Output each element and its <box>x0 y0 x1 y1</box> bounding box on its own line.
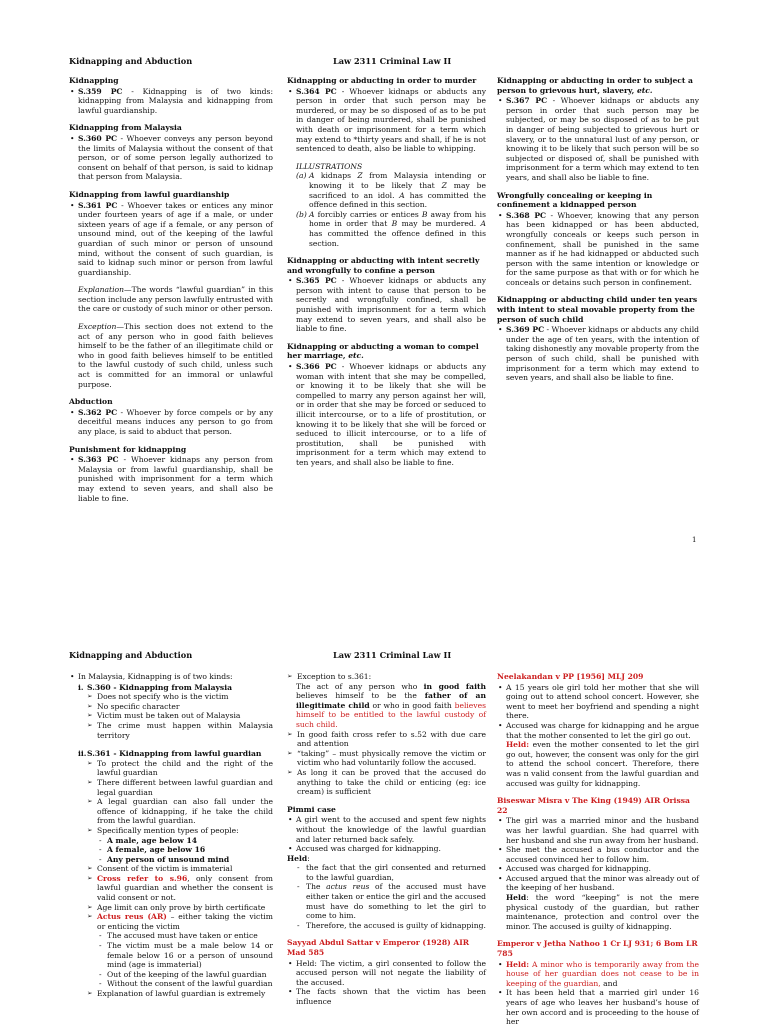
section-number: S.363 PC <box>78 455 119 465</box>
actus-reus-italic: actus reus <box>326 882 370 892</box>
ill-text: A <box>480 219 486 229</box>
arrow-point: ➢ As long it can be proved that the accused do anything to take the child or enticing (eg: ice cream) is sufficient <box>287 768 486 797</box>
case-fact: • Held: The victim, a girl consented to follow the accused person will not negate the liability of the accused. <box>287 959 486 988</box>
explanation-paragraph <box>69 285 273 314</box>
arrow-point: ➢ Exception to s.361: <box>287 672 486 682</box>
section-number: S.368 PC <box>506 210 547 220</box>
section-number: S.360 PC <box>78 133 118 143</box>
explanation-label: Explanation <box>78 285 125 295</box>
dash-point: - Out of the keeping of the lawful guardian <box>69 970 273 980</box>
case-title-biseswar: Biseswar Misra v The King (1949) AIR Orissa 22 <box>497 796 690 815</box>
held-label: Held: <box>506 740 530 750</box>
dash-point: - the fact that the girl consented and returned to the lawful guardian, <box>287 863 486 882</box>
held-paragraph <box>497 740 699 788</box>
column-1 <box>69 672 273 999</box>
heading-grievous-hurt <box>497 76 699 95</box>
ill-text: A <box>399 190 405 200</box>
arrow-point: ➢ Specifically mention types of people: <box>69 826 273 836</box>
section-text: - Whoever kidnaps or abducts any child under the age of ten years, with the intention of taking dishonestly any movable property from the person of such child, shall be punished with imprisonment for a term which may extend to seven years, and shall also be liable to fine. <box>506 325 699 383</box>
section-number: S.367 PC <box>506 96 548 106</box>
section-number: S.361 PC <box>78 200 118 210</box>
heading-murder: Kidnapping or abducting in order to murder <box>287 76 477 85</box>
section-s360 <box>69 134 273 182</box>
case-title-pimmi: Pimmi case <box>287 804 336 814</box>
illustration-label: (b) <box>296 209 307 219</box>
actus-reus-label: Actus reus (AR) <box>97 912 167 922</box>
held-text: Held <box>287 853 308 863</box>
held-label: Held: <box>506 959 530 969</box>
held-label <box>287 854 486 864</box>
section-s369 <box>497 325 699 383</box>
dash-point: - Therefore, the accused is guilty of kidnapping. <box>287 921 486 931</box>
ill-text: kidnaps <box>314 171 358 181</box>
page-number: 1 <box>692 536 697 544</box>
case-title-neelakandan: Neelakandan v PP [1956] MLJ 209 <box>497 672 644 681</box>
case-fact: • Accused was charged for kidnapping. <box>497 864 699 874</box>
section-text: - Whoever conveys any person beyond the limits of Malaysia without the consent of that person, or of some person legally authorized to consent on behalf of that person, is said to kidnap that person from Malaysia. <box>78 133 274 182</box>
heading-punishment: Punishment for kidnapping <box>69 444 187 454</box>
column-1 <box>69 76 273 503</box>
illustration-b <box>287 210 486 248</box>
page-header-course: Law 2311 Criminal Law II <box>333 56 452 66</box>
section-s362 <box>69 408 273 437</box>
column-2 <box>287 76 486 468</box>
arrow-point <box>69 874 273 903</box>
quote-red: believes himself to be entitled to the lawful custody of such child. <box>296 700 486 729</box>
list-item-ii <box>69 749 273 759</box>
ill-text: B <box>391 219 398 229</box>
section-number: S.364 PC <box>296 86 337 96</box>
section-s367 <box>497 96 699 182</box>
case-fact: • A girl went to the accused and spent few nights without the knowledge of the lawful guardian and later returned back safely. <box>287 815 486 844</box>
section-text: - Whoever kidnaps or abducts any woman with intent that she may be compelled, or knowing it to be likely that she will be compelled to marry any person against her will, or in order that she may be forced or seduced to illicit intercourse, or to a life of prostitution, or knowing it to be likely that she will be forced or seduced to illicit intercourse, or to a life of prostitution, shall be punished with imprisonment for a term which may extend to ten years, and shall also be liable to fine. <box>296 362 487 467</box>
quote-text: believes himself to be the <box>296 691 425 701</box>
heading-etc: etc. <box>636 85 653 95</box>
quote-bold: father of an illegitimate child <box>296 691 486 710</box>
case-fact <box>497 960 699 989</box>
dash-point: - The accused must have taken or entice <box>69 931 273 941</box>
ill-text: forcibly carries or entices <box>314 209 422 219</box>
ill-text: away from his home in order that <box>309 209 486 229</box>
section-s364 <box>287 87 486 154</box>
arrow-point: ➢ Consent of the victim is immaterial <box>69 864 273 874</box>
heading-woman-marriage <box>287 342 486 361</box>
heading-text: Kidnapping or abducting a woman to compel her marriage, <box>287 341 479 361</box>
arrow-point: ➢ Age limit can only prove by birth certificate <box>69 903 273 913</box>
heading-concealing: Wrongfully concealing or keeping in confinement a kidnapped person <box>497 190 653 210</box>
point-text: of the accused must have either taken or entice the girl and the accused must have do something to let the girl to come to him. <box>306 882 486 921</box>
intro-bullet: • In Malaysia, Kidnapping is of two kinds: <box>69 672 273 682</box>
heading-abduction: Abduction <box>69 397 113 407</box>
case-fact: • A 15 years ole girl told her mother that she will going out to attend school concert. However, she went to meet her boyfriend and spending a night there. <box>497 683 699 721</box>
illustrations-heading: ILLUSTRATIONS <box>296 161 363 171</box>
quote-bold: in good faith <box>423 681 486 691</box>
arrow-point: ➢ To protect the child and the right of the lawful guardian <box>69 759 273 778</box>
held-paragraph <box>497 893 699 931</box>
section-s363 <box>69 455 273 503</box>
dash-point <box>287 882 486 920</box>
dash-point: - The victim must be a male below 14 or female below 16 or a person of unsound mind (age is immaterial) <box>69 941 273 970</box>
list-number: i. <box>78 682 84 692</box>
arrow-point: ➢ The crime must happen within Malaysia territory <box>69 721 273 740</box>
section-s368 <box>497 211 699 288</box>
case-title-sayyad: Sayyad Abdul Sattar v Emperor (1928) AIR Mad 585 <box>287 938 470 958</box>
point-text: , only consent from lawful guardian and whether the consent is valid consent or not. <box>97 873 273 903</box>
case-fact: • It has been held that a married girl under 16 years of age who leaves her husband’s house of her own accord and is proceeding to the house of her <box>497 988 699 1026</box>
arrow-point: ➢ Victim must be taken out of Malaysia <box>69 711 273 721</box>
illustration-a <box>287 171 486 209</box>
exception-text: —This section does not extend to the act of any person who in good faith believes himself to be the father of an illegitimate child or who in good faith believes himself to be entitled to the lawful custody of such child, unless such act is committed for an immoral or unlawful purpose. <box>78 322 273 389</box>
held-text: : the word “keeping” is not the mere physical custody of the guardian, but rather maintenance, protection and control over the minor. The accused is guilty of kidnapping. <box>506 893 699 931</box>
held-label: Held <box>506 893 527 903</box>
ill-text: A <box>309 171 315 181</box>
dash-point-bold: - A male, age below 14 <box>69 836 273 846</box>
cross-reference: Cross refer to s.96 <box>97 873 188 883</box>
dash-point-bold: - A female, age below 16 <box>69 845 273 855</box>
held-colon: : <box>307 853 310 863</box>
section-s359 <box>69 87 273 116</box>
ill-text: from Malaysia intending or knowing it to be likely that <box>309 171 486 190</box>
ill-text: has committed the offence defined in this section. <box>309 228 486 248</box>
heading-kidnapping: Kidnapping <box>69 76 119 85</box>
heading-lawful-guardianship: Kidnapping from lawful guardianship <box>69 189 230 199</box>
list-number: ii. <box>78 749 87 759</box>
arrow-point: ➢ There different between lawful guardian and legal guardian <box>69 778 273 797</box>
dash-point-bold: - Any person of unsound mind <box>69 855 273 865</box>
exception-paragraph <box>69 322 273 389</box>
case-fact: • The girl was a married minor and the husband was her lawful guardian. She had quarrel with her husband and she run away from her husband. <box>497 816 699 845</box>
ill-text: A <box>309 209 315 219</box>
arrow-point: ➢ Explanation of lawful guardian is extremely <box>69 989 273 999</box>
section-text: - Whoever kidnaps or abducts any person in order that such person may be murdered, or may be so disposed of as to be put in danger of being murdered, shall be punished with death or imprisonment for a term which may extend to *thirty years and shall, if he is not sentenced to death, also be liable to whipping. <box>296 86 487 154</box>
exception-quote <box>287 682 486 730</box>
list-title: S.360 - Kidnapping from Malaysia <box>87 682 232 692</box>
held-text: A minor who is temporarily away from the house of her guardian does not cease to be in keeping of the guardian, <box>506 959 699 988</box>
ill-text: may be sacrificed to an idol. <box>309 180 486 200</box>
section-text: - Whoever kidnaps or abducts any person with intent to cause that person to be secretly and wrongfully confined, shall be punished with imprisonment for a term which may extend to seven years, and shall also be liable to fine. <box>296 276 487 334</box>
ill-text: Z <box>357 171 363 181</box>
case-fact: • Accused argued that the minor was already out of the keeping of her husband. <box>497 874 699 893</box>
section-text: - Whoever kidnaps any person from Malaysia or from lawful guardianship, shall be punished with imprisonment for a term which may extend to seven years, and shall also be liable to fine. <box>78 455 274 503</box>
heading-etc: etc. <box>348 351 364 361</box>
heading-from-malaysia: Kidnapping from Malaysia <box>69 123 182 133</box>
quote-text: The act of any person who <box>296 681 424 691</box>
section-text: - Kidnapping is of two kinds: kidnapping from Malaysia and kidnapping from lawful guardianship. <box>78 86 273 115</box>
dash-point: - Without the consent of the lawful guardian <box>69 979 273 989</box>
held-text: and <box>600 978 618 988</box>
case-fact: • She met the accused a bus conductor and the accused convinced her to follow him. <box>497 845 699 864</box>
ill-text: Z <box>441 180 447 190</box>
point-text: – either taking the victim or enticing the victim <box>97 912 273 931</box>
page-header-course: Law 2311 Criminal Law II <box>333 650 452 660</box>
section-text: - Whoever kidnaps or abducts any person in order that such person may be subjected, or may be so disposed of as to be put in danger of being subjected to grievous hurt or slavery, or to the unnatural lust of any person, or knowing it to be likely that such person will be so subjected or disposed of, shall be punished with imprisonment for a term which may extend to ten years, and shall also be liable to fine. <box>506 96 699 182</box>
section-text: - Whoever by force compels or by any deceitful means induces any person to go from any place, is said to abduct that person. <box>78 407 273 436</box>
section-s365 <box>287 276 486 334</box>
case-title-emperor: Emperor v Jetha Nathoo 1 Cr LJ 931; 6 Bom LR 785 <box>497 939 698 959</box>
ill-text: has committed the offence defined in this section. <box>309 190 486 210</box>
explanation-text: —The words “lawful guardian” in this section include any person lawfully entrusted with the care or custody of such minor or other person. <box>78 285 273 314</box>
section-text: - Whoever, knowing that any person has been kidnapped or has been abducted, wrongfully conceals or keeps such person in confinement, shall be punished in the same manner as if he had kidnapped or abducted such person with the same intention or knowledge or for the same purpose as that with or for which he conceals or detains such person in confinement. <box>506 210 699 287</box>
arrow-point <box>69 912 273 931</box>
section-number: S.362 PC <box>78 407 118 417</box>
arrow-point: ➢ A legal guardian can also fall under the offence of kidnapping, if he take the child from the lawful guardian. <box>69 797 273 826</box>
page-header-title: Kidnapping and Abduction <box>69 650 193 660</box>
illustration-label: (a) <box>296 171 307 181</box>
arrow-point: ➢ Does not specify who is the victim <box>69 692 273 702</box>
list-title: S.361 - Kidnapping from lawful guardian <box>87 749 262 759</box>
heading-text: Kidnapping or abducting in order to subject a person to grievous hurt, slavery, <box>497 76 693 95</box>
case-fact: • The facts shown that the victim has been influence <box>287 987 486 1006</box>
document-page-2 <box>0 640 768 1027</box>
column-3 <box>497 76 699 383</box>
arrow-point: ➢ No specific character <box>69 702 273 712</box>
section-s366 <box>287 362 486 468</box>
arrow-point: ➢ “taking” – must physically remove the victim or victim who had voluntarily follow the accused. <box>287 749 486 768</box>
point-text: The <box>306 882 327 892</box>
section-number: S.369 PC <box>506 325 545 335</box>
case-fact: • Accused was charged for kidnapping. <box>287 844 486 854</box>
heading-confine: Kidnapping or abducting with intent secretly and wrongfully to confine a person <box>287 256 480 275</box>
section-number: S.366 PC <box>296 362 337 372</box>
exception-label: Exception <box>78 322 117 332</box>
ill-text: B <box>421 209 428 219</box>
section-text: - Whoever takes or entices any minor under fourteen years of age if a male, or under sixteen years of age if a female, or any person of unsound mind, out of the keeping of the lawful guardian of such minor or person of unsound mind, without the consent of such guardian, is said to kidnap such minor or person from lawful guardianship. <box>78 200 274 277</box>
heading-child-under-ten: Kidnapping or abducting child under ten years with intent to steal movable property from the person of such child <box>497 295 698 324</box>
list-item-i <box>69 683 273 693</box>
section-number: S.359 PC <box>78 86 123 96</box>
held-text: even the mother consented to let the girl go out, however, the consent was only for the girl to attend the school concert. Therefore, there was n valid consent from the lawful guardian and accused was guilty for kidnapping. <box>506 740 699 788</box>
column-2 <box>287 672 486 1007</box>
case-fact: • Accused was charge for kidnapping and he argue that the mother consented to let the girl go out. <box>497 721 699 740</box>
section-number: S.365 PC <box>296 276 337 286</box>
section-s361 <box>69 201 273 278</box>
ill-text: may be murdered. <box>397 219 481 229</box>
quote-text: or who in good faith <box>369 700 455 710</box>
arrow-point: ➢ In good faith cross refer to s.52 with due care and attention <box>287 730 486 749</box>
page-header-title: Kidnapping and Abduction <box>69 56 193 66</box>
column-3 <box>497 672 699 1027</box>
